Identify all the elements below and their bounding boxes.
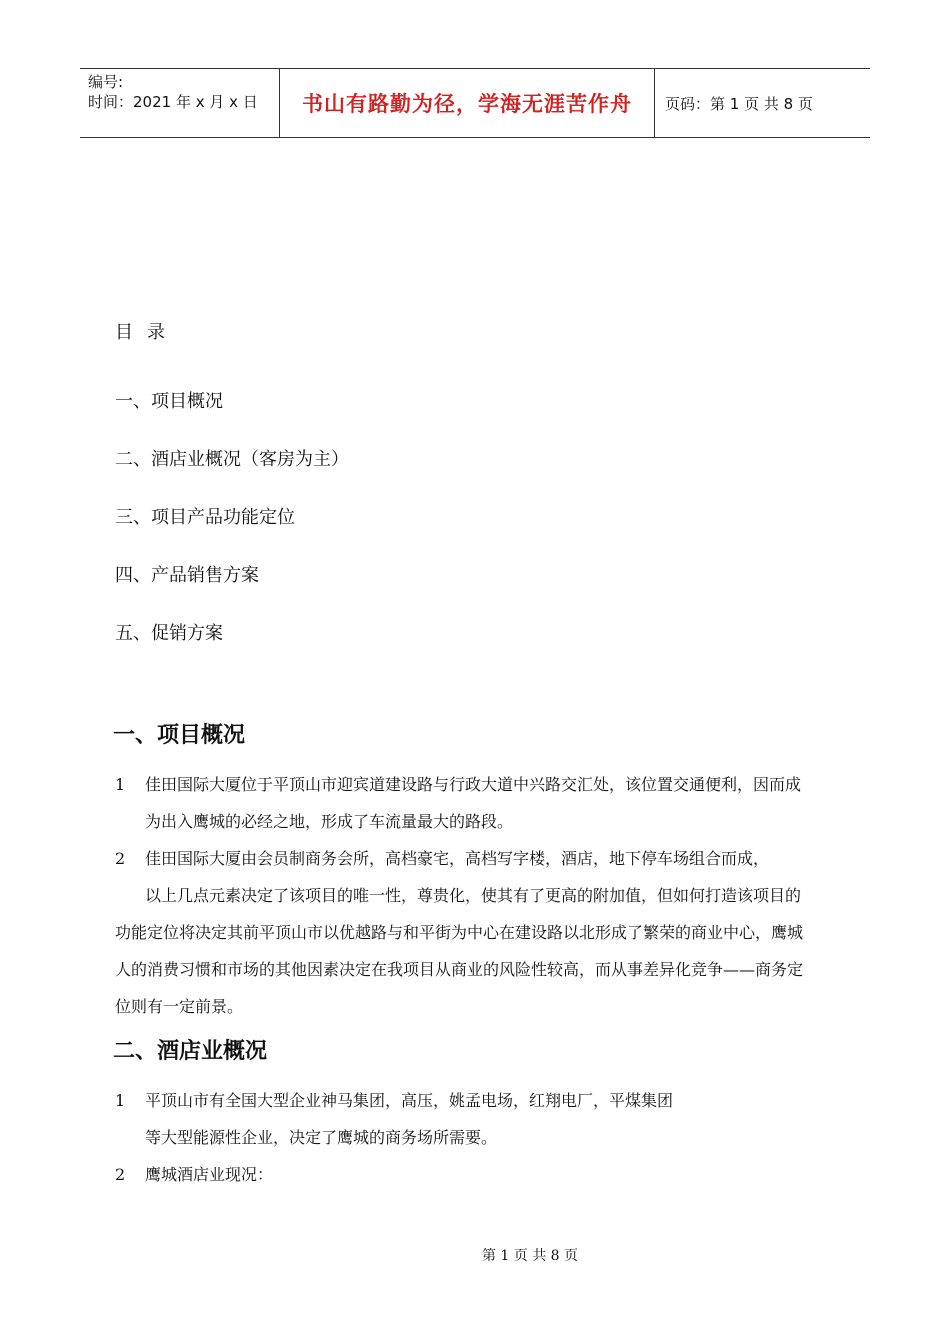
toc-item: 二、酒店业概况（客房为主）: [115, 449, 349, 470]
list-number: 2: [115, 1165, 126, 1184]
toc-item: 五、促销方案: [115, 623, 223, 644]
section-heading: 二、酒店业概况: [113, 1039, 268, 1064]
paragraph-line: 鹰城酒店业现况：: [145, 1165, 274, 1184]
paragraph-line: 为出入鹰城的必经之地，形成了车流量最大的路段。: [145, 812, 514, 831]
paragraph-line: 以上几点元素决定了该项目的唯一性，尊贵化，使其有了更高的附加值，但如何打造该项目的: [145, 886, 802, 905]
header-page-info: 页码：第 1 页 共 8 页: [665, 94, 813, 113]
paragraph-line: 佳田国际大厦由会员制商务会所，高档豪宅，高档写字楼，酒店，地下停车场组合而成，: [145, 849, 770, 868]
page-header: [80, 68, 870, 138]
toc-item: 四、产品销售方案: [115, 565, 259, 586]
document-date: 时间：2021 年 x 月 x 日: [88, 93, 258, 111]
toc-item: 一、项目概况: [115, 391, 223, 412]
list-number: 1: [115, 1091, 126, 1110]
toc-title: 目录: [115, 322, 179, 343]
list-item: [115, 1082, 837, 1119]
section-heading: 一、项目概况: [113, 723, 246, 748]
toc-item: 三、项目产品功能定位: [115, 507, 295, 528]
page-footer: 第 1 页 共 8 页: [481, 1248, 579, 1264]
paragraph-line: 佳田国际大厦位于平顶山市迎宾道建设路与行政大道中兴路交汇处，该位置交通便利，因而成: [145, 775, 802, 794]
list-item: [115, 1156, 837, 1193]
list-number: 2: [115, 849, 126, 868]
paragraph-line: 平顶山市有全国大型企业神马集团，高压，姚孟电场，红翔电厂，平煤集团: [145, 1091, 674, 1110]
paragraph-line: 功能定位将决定其前平顶山市以优越路与和平街为中心在建设路以北形成了繁荣的商业中心，鹰城: [115, 923, 804, 942]
document-number-label: 编号:: [88, 73, 124, 91]
list-item: [115, 840, 837, 877]
paragraph-line: 等大型能源性企业，决定了鹰城的商务场所需要。: [145, 1128, 498, 1147]
section2-body: [115, 1082, 837, 1193]
list-item: [115, 766, 837, 803]
list-number: 1: [115, 775, 126, 794]
header-meta: [80, 69, 280, 137]
section1-body: [115, 766, 837, 1025]
header-motto: 书山有路勤为径，学海无涯苦作舟: [280, 69, 655, 137]
paragraph-line: 位则有一定前景。: [115, 997, 244, 1016]
paragraph-line: 人的消费习惯和市场的其他因素决定在我项目从商业的风险性较高，而从事差异化竞争——商务定: [115, 960, 804, 979]
